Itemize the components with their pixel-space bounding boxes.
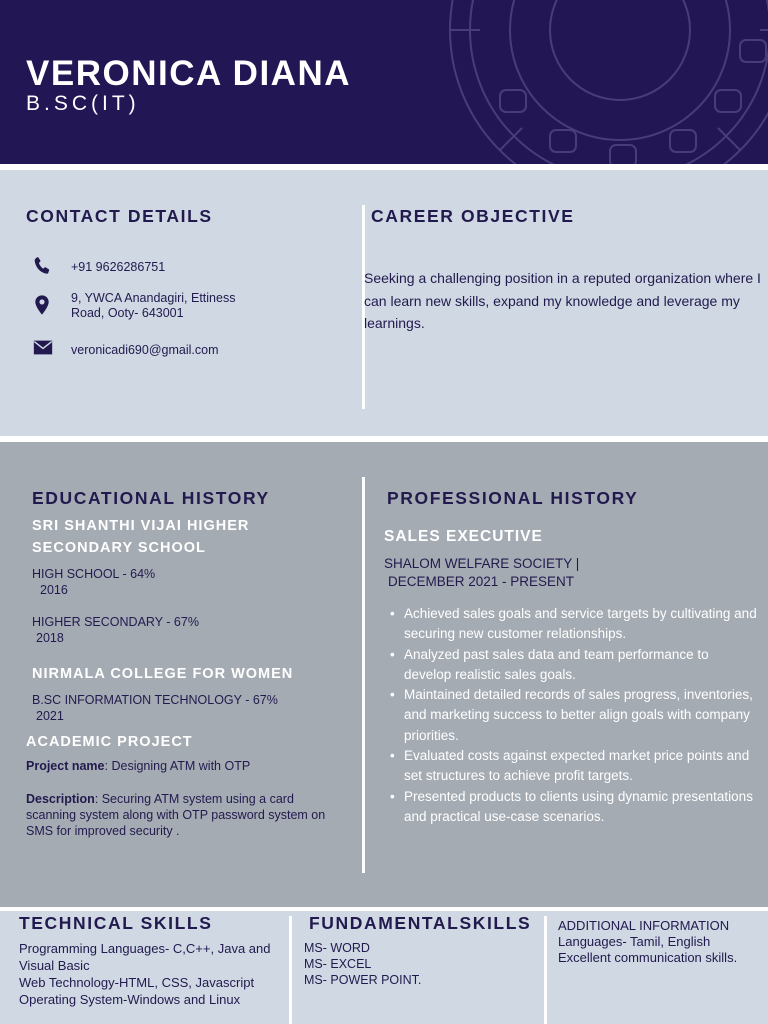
address-line-1: 9, YWCA Anandagiri, Ettiness <box>71 291 236 305</box>
column-divider <box>289 916 292 1024</box>
list-item: MS- WORD <box>304 941 370 955</box>
email-envelope-icon <box>32 336 54 360</box>
column-divider <box>362 477 365 873</box>
technical-skills-list <box>19 940 284 1008</box>
career-objective-title: CAREER OBJECTIVE <box>371 206 575 226</box>
location-pin-icon <box>31 293 53 317</box>
job-role: SALES EXECUTIVE <box>384 528 543 545</box>
degree-year: 2021 <box>36 709 64 723</box>
higher-secondary-year: 2018 <box>36 631 64 645</box>
header-banner <box>0 0 768 164</box>
column-divider <box>544 916 547 1024</box>
list-item: • Evaluated costs against expected market price points and set structures to achieve profit targets. <box>388 746 758 787</box>
professional-history-title: PROFESSIONAL HISTORY <box>387 488 639 508</box>
phone-icon <box>31 254 53 278</box>
list-item: • Achieved sales goals and service targets by cultivating and securing new customer relationships. <box>388 604 758 645</box>
company-name: SHALOM WELFARE SOCIETY | <box>384 556 580 571</box>
list-item: • Analyzed past sales data and team performance to develop realistic sales goals. <box>388 645 758 686</box>
project-description: Description: Securing ATM system using a card scanning system along with OTP password system on SMS for improved security . <box>26 792 326 838</box>
higher-secondary-score: HIGHER SECONDARY - 67% <box>32 615 199 629</box>
list-item: Languages- Tamil, English <box>558 934 711 949</box>
additional-information-list <box>558 934 737 966</box>
contact-details-title: CONTACT DETAILS <box>26 206 213 226</box>
high-school-score: HIGH SCHOOL - 64% <box>32 567 156 581</box>
list-item: Excellent communication skills. <box>558 950 738 965</box>
career-objective-text: Seeking a challenging position in a reputed organization where I can learn new skills, expand my knowledge and leverage my learnings. <box>364 270 761 331</box>
list-item: Programming Languages- C,C++, Java and Visual Basic <box>19 941 271 973</box>
additional-information-title: ADDITIONAL INFORMATION <box>558 918 730 933</box>
email-address: veronicadi690@gmail.com <box>71 343 219 357</box>
list-item: MS- POWER POINT. <box>304 973 422 987</box>
job-period: DECEMBER 2021 - PRESENT <box>388 574 575 589</box>
degree-score: B.SC INFORMATION TECHNOLOGY - 67% <box>32 693 278 707</box>
school-name: SRI SHANTHI VIJAI HIGHER SECONDARY SCHOOL <box>32 518 250 556</box>
academic-project-title: ACADEMIC PROJECT <box>26 734 193 750</box>
list-item: • Presented products to clients using dynamic presentations and practical use-case scenarios. <box>388 787 758 828</box>
list-item: • Maintained detailed records of sales progress, inventories, and marketing success to better align goals with company priorities. <box>388 685 758 746</box>
candidate-degree: B.SC(IT) <box>26 92 140 115</box>
job-responsibilities-list <box>388 604 758 827</box>
college-name: NIRMALA COLLEGE FOR WOMEN <box>32 666 294 682</box>
candidate-name: VERONICA DIANA <box>26 54 351 93</box>
fundamental-skills-list <box>304 940 421 988</box>
high-school-year: 2016 <box>40 583 68 597</box>
list-item: Operating System-Windows and Linux <box>19 992 241 1007</box>
address-line-2: Road, Ooty- 643001 <box>71 306 184 320</box>
educational-history-title: EDUCATIONAL HISTORY <box>32 488 270 508</box>
gear-decoration-icon <box>440 0 768 164</box>
fundamental-skills-title: FUNDAMENTALSKILLS <box>309 913 532 933</box>
list-item: Web Technology-HTML, CSS, Javascript <box>19 975 255 990</box>
list-item: MS- EXCEL <box>304 957 372 971</box>
technical-skills-title: TECHNICAL SKILLS <box>19 913 213 933</box>
phone-number: +91 9626286751 <box>71 260 166 274</box>
project-name: Project name: Designing ATM with OTP <box>26 759 251 773</box>
